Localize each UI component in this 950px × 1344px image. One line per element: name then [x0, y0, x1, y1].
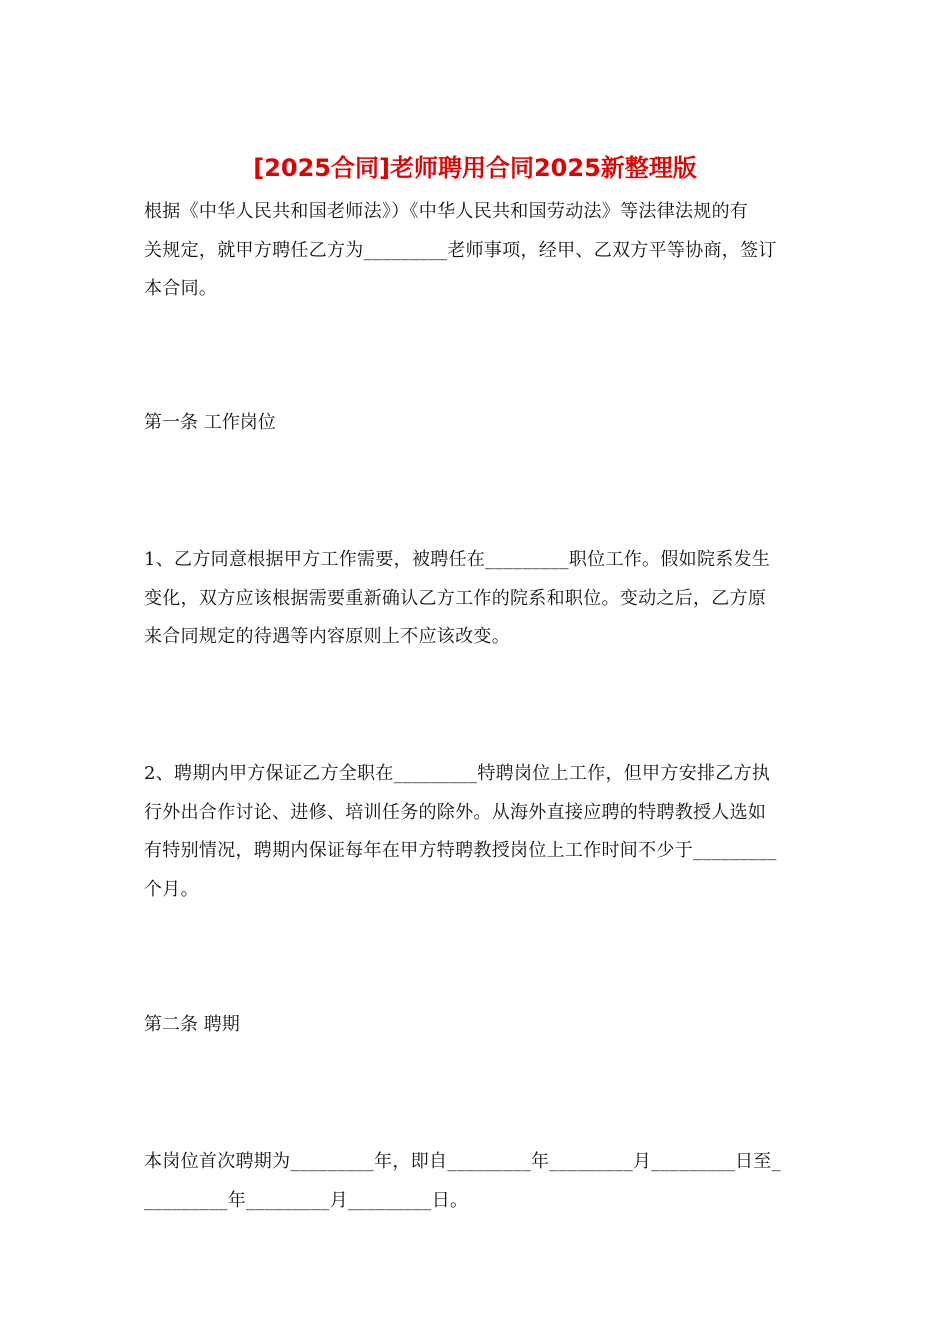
clause-1-line: 1、乙方同意根据甲方工作需要，被聘任在_________职位工作。假如院系发生	[144, 549, 771, 570]
intro-paragraph	[144, 193, 809, 309]
clause-2-paragraph	[144, 755, 809, 909]
article-2-heading: 第二条 聘期	[144, 1014, 240, 1035]
term-paragraph	[144, 1143, 809, 1220]
clause-2-line: 个月。	[144, 878, 199, 900]
clause-2-line: 2、聘期内甲方保证乙方全职在_________特聘岗位上工作，但甲方安排乙方执	[144, 763, 771, 784]
clause-1-paragraph	[144, 541, 809, 657]
intro-line: 本合同。	[144, 278, 218, 299]
article-1-heading: 第一条 工作岗位	[144, 412, 276, 433]
clause-2-line: 行外出合作讨论、进修、培训任务的除外。从海外直接应聘的特聘教授人选如	[144, 801, 767, 823]
intro-line: 关规定，就甲方聘任乙方为_________老师事项，经甲、乙双方平等协商，签订	[144, 239, 777, 261]
clause-1-line: 变化，双方应该根据需要重新确认乙方工作的院系和职位。变动之后，乙方原	[144, 587, 767, 609]
intro-line: 根据《中华人民共和国老师法》）《中华人民共和国劳动法》等法律法规的有	[144, 201, 749, 222]
clause-2-line: 有特别情况，聘期内保证每年在甲方特聘教授岗位上工作时间不少于_________	[144, 840, 777, 861]
document-title: [2025合同]老师聘用合同2025新整理版	[253, 154, 697, 182]
clause-1-line: 来合同规定的待遇等内容原则上不应该改变。	[144, 626, 510, 647]
term-line: 本岗位首次聘期为_________年，即自_________年_________月_________日至_	[144, 1151, 781, 1172]
term-line: _________年_________月_________日。	[144, 1189, 469, 1211]
